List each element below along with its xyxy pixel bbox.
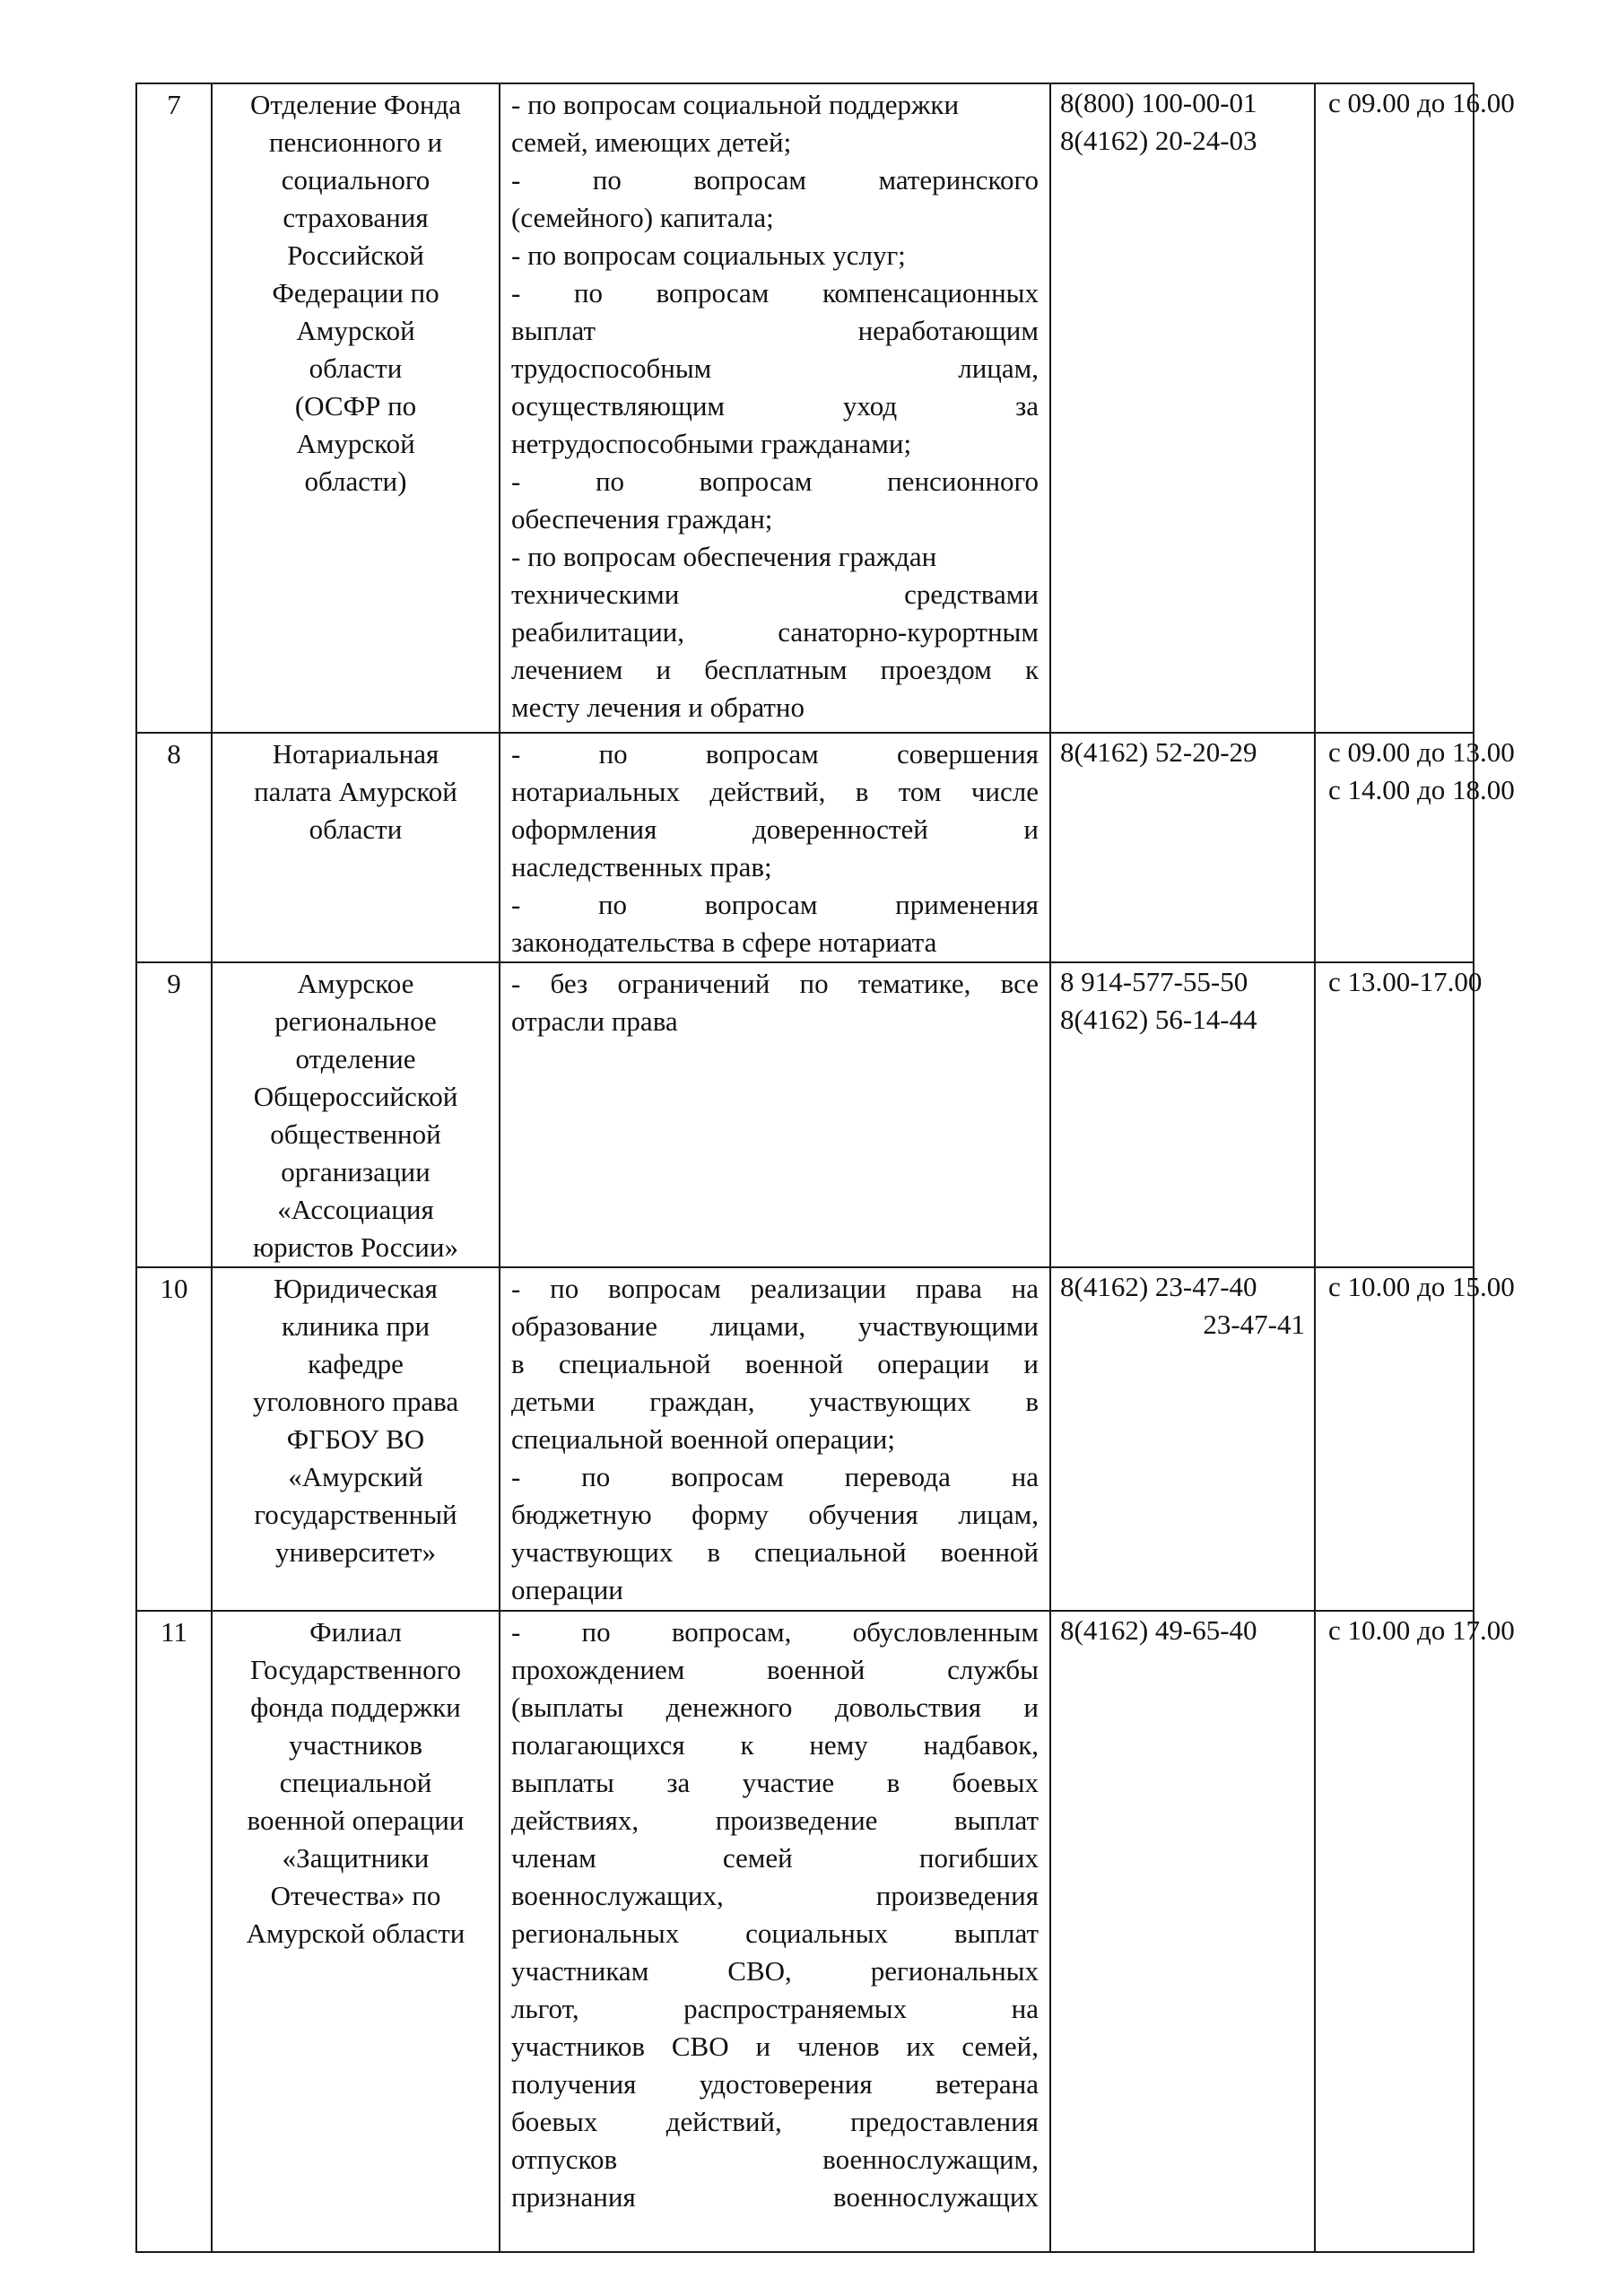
topic-line: участникам СВО, региональных — [511, 1955, 1039, 1987]
row-number: 7 — [136, 83, 212, 733]
phone-cell — [1050, 1611, 1315, 2252]
topic-line: боевых действий, предоставления — [511, 2106, 1039, 2137]
topic-line: - по вопросам перевода на — [511, 1461, 1039, 1492]
topic-line: трудоспособным лицам, — [511, 352, 1039, 384]
working-hours: с 14.00 до 18.00 — [1328, 774, 1515, 805]
topic-line: действиях, произведение выплат — [511, 1805, 1039, 1836]
topic-line: детьми граждан, участвующих в — [511, 1386, 1039, 1417]
working-hours: с 09.00 до 16.00 — [1328, 87, 1515, 118]
organization-line: Общероссийской — [253, 1081, 458, 1112]
organization-cell — [212, 83, 500, 733]
organization-line: специальной — [279, 1767, 432, 1798]
topic-cell — [500, 1611, 1050, 2252]
topic-line: осуществляющим уход за — [511, 390, 1039, 422]
topic-line: техническими средствами — [511, 578, 1039, 610]
topic-cell — [500, 733, 1050, 962]
topic-line: получения удостоверения ветерана — [511, 2068, 1039, 2100]
organization-line: университет» — [274, 1536, 437, 1568]
row-number: 9 — [136, 962, 212, 1267]
topic-line: в специальной военной операции и — [511, 1348, 1039, 1379]
topic-line: выплат неработающим — [511, 315, 1039, 346]
phone-cell — [1050, 733, 1315, 962]
hours-cell — [1315, 1611, 1515, 2252]
topic-line: прохождением военной службы — [511, 1654, 1039, 1685]
organization-line: государственный — [254, 1499, 457, 1530]
topic-line: - по вопросам совершения — [511, 738, 1039, 770]
phone-number: 8(800) 100-00-01 — [1060, 87, 1257, 118]
organization-line: юристов России» — [253, 1231, 458, 1263]
organization-cell — [212, 733, 500, 962]
topic-line: - по вопросам социальных услуг; — [511, 239, 906, 271]
topic-line: операции — [511, 1574, 623, 1605]
organization-line: Амурской области — [246, 1918, 465, 1949]
working-hours: с 10.00 до 15.00 — [1328, 1271, 1515, 1302]
organization-line: области — [309, 352, 403, 384]
hours-cell — [1315, 733, 1515, 962]
topic-line: - по вопросам, обусловленным — [511, 1616, 1039, 1648]
hours-cell — [1315, 1267, 1515, 1611]
topic-line: - по вопросам реализации права на — [511, 1273, 1039, 1304]
table-body — [136, 83, 1515, 2252]
organization-line: Филиал — [309, 1616, 402, 1648]
phone-number: 23-47-41 — [1203, 1309, 1305, 1340]
organization-cell — [212, 1611, 500, 2252]
topic-cell — [500, 1267, 1050, 1611]
topic-line: членам семей погибших — [511, 1842, 1039, 1874]
consultation-table — [135, 83, 1515, 2253]
phone-cell — [1050, 1267, 1315, 1611]
hours-cell — [1315, 83, 1515, 733]
table-row — [136, 962, 1474, 1267]
organization-line: области) — [304, 465, 407, 497]
organization-line: ФГБОУ ВО — [286, 1423, 425, 1455]
organization-line: общественной — [270, 1118, 441, 1150]
organization-line: организации — [281, 1156, 431, 1187]
topic-line: выплаты за участие в боевых — [511, 1767, 1039, 1798]
organization-line: палата Амурской — [254, 776, 457, 807]
organization-line: уголовного права — [252, 1386, 459, 1417]
topic-cell — [500, 962, 1050, 1267]
topic-line: - по вопросам социальной поддержки — [511, 89, 960, 120]
topic-line: оформления доверенностей и — [511, 813, 1039, 845]
topic-line: лечением и бесплатным проездом к — [511, 654, 1039, 685]
working-hours: с 13.00-17.00 — [1328, 966, 1483, 997]
hours-cell — [1315, 962, 1483, 1267]
organization-line: Отечества» по — [270, 1880, 441, 1911]
organization-line: «Амурский — [288, 1461, 423, 1492]
phone-cell — [1050, 83, 1315, 733]
topic-line: военнослужащих, произведения — [511, 1880, 1039, 1911]
topic-line: (выплаты денежного довольствия и — [511, 1692, 1039, 1723]
phone-number: 8(4162) 56-14-44 — [1060, 1004, 1257, 1035]
organization-line: социального — [281, 164, 431, 196]
phone-number: 8(4162) 49-65-40 — [1060, 1614, 1257, 1646]
topic-line: нотариальных действий, в том числе — [511, 776, 1039, 807]
table-row — [136, 1267, 1474, 1611]
row-number: 10 — [136, 1267, 212, 1611]
phone-number: 8(4162) 23-47-40 — [1060, 1271, 1257, 1302]
organization-line: кафедре — [308, 1348, 404, 1379]
row-number: 11 — [136, 1611, 212, 2252]
topic-line: реабилитации, санаторно-курортным — [511, 616, 1039, 648]
phone-cell — [1050, 962, 1315, 1267]
organization-line: Отделение Фонда — [249, 89, 462, 120]
topic-line: региональных социальных выплат — [511, 1918, 1039, 1949]
phone-number: 8(4162) 52-20-29 — [1060, 736, 1257, 768]
topic-line: бюджетную форму обучения лицам, — [511, 1499, 1039, 1530]
topic-line: образование лицами, участвующими — [511, 1310, 1039, 1342]
row-number: 8 — [136, 733, 212, 962]
topic-line: наследственных прав; — [511, 851, 772, 883]
table-row — [136, 733, 1474, 962]
organization-cell — [212, 962, 500, 1267]
topic-line: обеспечения граждан; — [511, 503, 773, 535]
topic-line: участников СВО и членов их семей, — [511, 2031, 1039, 2062]
table-row — [136, 1611, 1474, 2252]
phone-number: 8(4162) 20-24-03 — [1060, 125, 1257, 156]
organization-line: военной операции — [247, 1805, 465, 1836]
topic-line: - без ограничений по тематике, все — [511, 968, 1039, 999]
topic-line: - по вопросам компенсационных — [511, 277, 1039, 309]
organization-line: Федерации по — [272, 277, 439, 309]
topic-line: признания военнослужащих — [511, 2181, 1039, 2213]
working-hours: с 09.00 до 13.00 — [1328, 736, 1515, 768]
topic-line: (семейного) капитала; — [511, 202, 774, 233]
topic-line: семей, имеющих детей; — [511, 126, 792, 158]
organization-line: отделение — [295, 1043, 416, 1074]
topic-line: полагающихся к нему надбавок, — [511, 1729, 1039, 1761]
phone-number: 8 914-577-55-50 — [1060, 966, 1248, 997]
organization-line: пенсионного и — [268, 126, 443, 158]
organization-line: Нотариальная — [272, 738, 439, 770]
organization-line: «Защитники — [282, 1842, 430, 1874]
topic-line: отрасли права — [511, 1005, 678, 1037]
organization-line: (ОСФР по — [294, 390, 417, 422]
topic-line: отпусков военнослужащим, — [511, 2144, 1039, 2175]
topic-line: - по вопросам материнского — [511, 164, 1039, 196]
organization-line: Юридическая — [274, 1273, 438, 1304]
topic-line: законодательства в сфере нотариата — [511, 926, 937, 958]
table-row — [136, 83, 1474, 733]
organization-cell — [212, 1267, 500, 1611]
organization-line: Амурской — [296, 315, 415, 346]
organization-line: Российской — [287, 239, 424, 271]
organization-line: «Ассоциация — [277, 1194, 434, 1225]
topic-line: льгот, распространяемых на — [511, 1993, 1039, 2024]
topic-line: нетрудоспособными гражданами; — [511, 428, 912, 459]
organization-line: области — [309, 813, 403, 845]
topic-line: - по вопросам обеспечения граждан — [511, 541, 937, 572]
organization-line: клиника при — [281, 1310, 431, 1342]
organization-line: Амурской — [296, 428, 415, 459]
organization-line: фонда поддержки — [250, 1692, 461, 1723]
topic-line: участвующих в специальной военной — [511, 1536, 1039, 1568]
topic-line: месту лечения и обратно — [511, 691, 805, 723]
organization-line: Государственного — [249, 1654, 462, 1685]
organization-line: региональное — [274, 1005, 437, 1037]
working-hours: с 10.00 до 17.00 — [1328, 1614, 1515, 1646]
organization-line: Амурское — [297, 968, 414, 999]
organization-line: участников — [289, 1729, 422, 1761]
topic-cell — [500, 83, 1050, 733]
organization-line: страхования — [283, 202, 429, 233]
topic-line: специальной военной операции; — [511, 1423, 895, 1455]
topic-line: - по вопросам пенсионного — [511, 465, 1039, 497]
topic-line: - по вопросам применения — [511, 889, 1039, 920]
